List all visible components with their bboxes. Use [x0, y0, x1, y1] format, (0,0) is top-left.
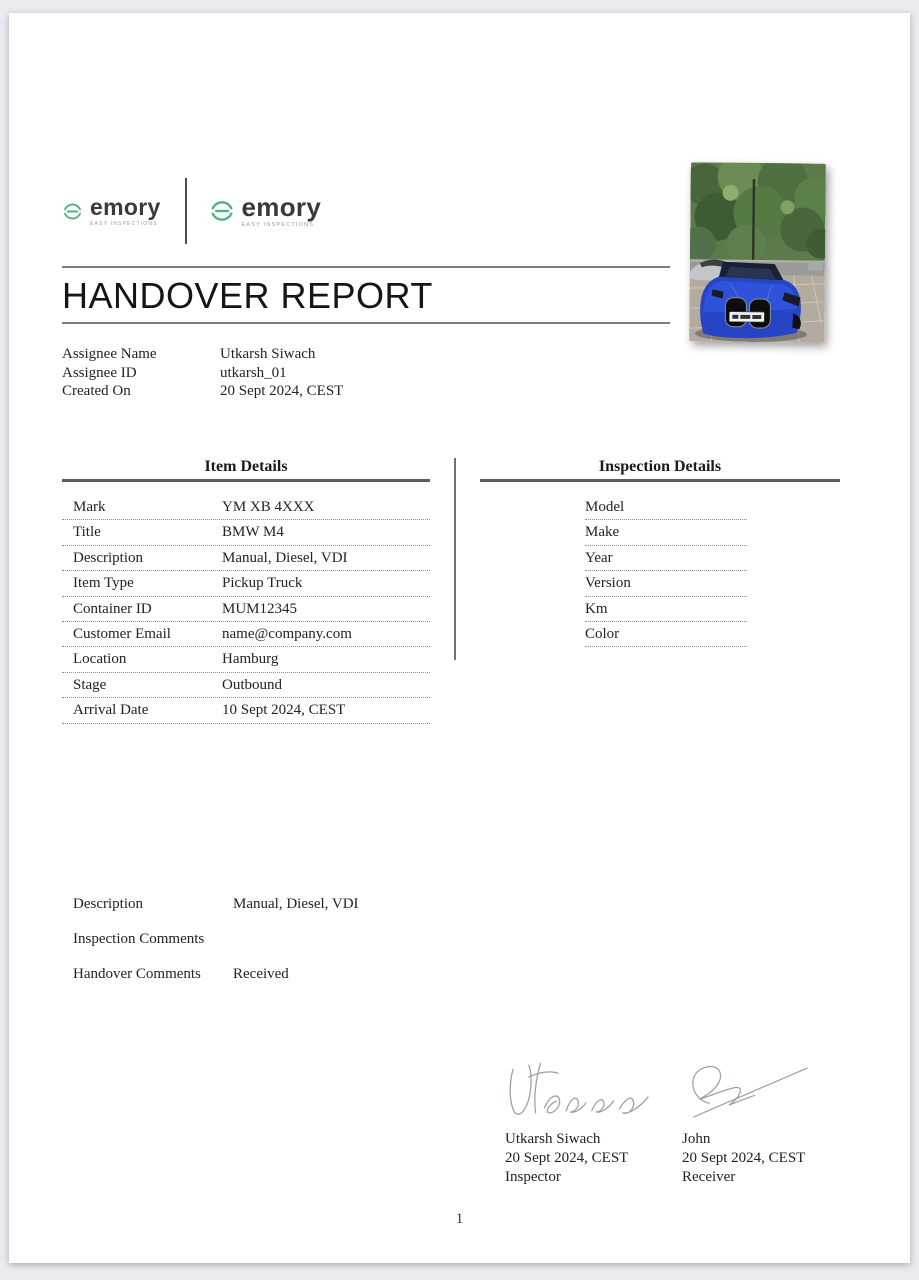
logo-divider [185, 178, 187, 244]
row-value: BMW M4 [222, 524, 284, 541]
table-row [62, 673, 430, 698]
table-row [480, 597, 840, 622]
emory-logo-icon [62, 201, 83, 222]
row-label: Color [585, 625, 620, 642]
row-value: Outbound [222, 676, 282, 693]
inspection-details-table [480, 457, 840, 647]
row-label: Container ID [73, 600, 152, 617]
row-value: name@company.com [222, 625, 352, 642]
title-block [62, 266, 670, 324]
row-value: Hamburg [222, 651, 279, 668]
row-value: MUM12345 [222, 600, 298, 617]
table-row [480, 622, 840, 647]
comment-label: Handover Comments [73, 966, 201, 982]
row-label: Version [585, 575, 631, 592]
comments-section [73, 887, 359, 992]
receiver-signature-block [682, 1055, 859, 1187]
meta-label: Assignee Name [62, 346, 157, 362]
meta-row [62, 345, 343, 364]
emory-logo-secondary [209, 194, 322, 228]
table-row [480, 571, 840, 596]
table-row [480, 520, 840, 545]
table-row [62, 520, 430, 545]
signer-role: Receiver [682, 1169, 736, 1185]
meta-value: utkarsh_01 [220, 364, 287, 381]
emory-wordmark: emory [241, 192, 322, 222]
title-rule-bottom [62, 322, 670, 324]
row-label: Make [585, 524, 620, 541]
row-label: Stage [73, 676, 107, 693]
table-row [62, 647, 430, 672]
emory-logo-primary [62, 193, 161, 227]
inspection-details-rows [480, 482, 840, 647]
row-label: Location [73, 651, 127, 668]
tables-divider [454, 458, 456, 660]
comment-value: Received [233, 966, 289, 982]
inspector-signature-block [505, 1055, 682, 1187]
comment-label: Description [73, 896, 143, 912]
item-details-title: Item Details [204, 458, 288, 475]
row-label: Model [585, 499, 625, 515]
page-title: HANDOVER REPORT [62, 275, 433, 316]
inspector-signature-image [505, 1055, 682, 1130]
row-label: Item Type [73, 575, 134, 592]
signatures-section [505, 1055, 859, 1187]
comment-value: Manual, Diesel, VDI [233, 896, 359, 912]
comment-label: Inspection Comments [73, 931, 205, 947]
signer-name: Utkarsh Siwach [505, 1131, 601, 1147]
emory-wordmark: emory [90, 193, 161, 220]
emory-tagline: EASY INSPECTIONS [90, 220, 158, 227]
signer-role: Inspector [505, 1169, 561, 1185]
emory-logo-icon [209, 198, 235, 224]
assignee-meta [62, 345, 343, 401]
row-value: 10 Sept 2024, CEST [222, 702, 346, 719]
table-row [480, 495, 840, 520]
row-value: Manual, Diesel, VDI [222, 549, 348, 566]
inspection-details-title: Inspection Details [598, 458, 722, 475]
meta-value: 20 Sept 2024, CEST [220, 383, 344, 399]
row-label: Year [585, 549, 613, 566]
row-value: Pickup Truck [222, 575, 303, 592]
row-label: Km [585, 600, 608, 617]
meta-label: Created On [62, 383, 131, 399]
row-label: Customer Email [73, 625, 171, 642]
row-label: Title [73, 524, 101, 541]
receiver-signature-image [682, 1055, 859, 1130]
row-label: Mark [73, 499, 106, 515]
signature-date: 20 Sept 2024, CEST [682, 1150, 806, 1166]
signature-date: 20 Sept 2024, CEST [505, 1150, 629, 1166]
brand-logos [62, 176, 321, 246]
table-row [62, 546, 430, 571]
row-value: YM XB 4XXX [222, 499, 315, 515]
emory-tagline: EASY INSPECTIONS [241, 222, 315, 228]
table-row [62, 622, 430, 647]
meta-row [62, 382, 343, 401]
item-details-rows [62, 482, 430, 724]
meta-label: Assignee ID [62, 364, 137, 381]
comment-row [73, 887, 359, 922]
item-details-table [62, 457, 430, 724]
table-row [62, 597, 430, 622]
table-row [62, 571, 430, 596]
document-page [9, 13, 910, 1263]
table-row [62, 698, 430, 723]
vehicle-photo-illustration [689, 162, 826, 342]
signer-name: John [682, 1131, 711, 1147]
meta-value: Utkarsh Siwach [220, 346, 316, 362]
row-label: Description [73, 549, 143, 566]
table-row [480, 546, 840, 571]
table-row [62, 495, 430, 520]
meta-row [62, 364, 343, 383]
vehicle-photo [689, 162, 826, 342]
comment-row [73, 957, 359, 992]
comment-row [73, 922, 359, 957]
row-label: Arrival Date [73, 702, 149, 719]
page-number: 1 [455, 1211, 464, 1227]
